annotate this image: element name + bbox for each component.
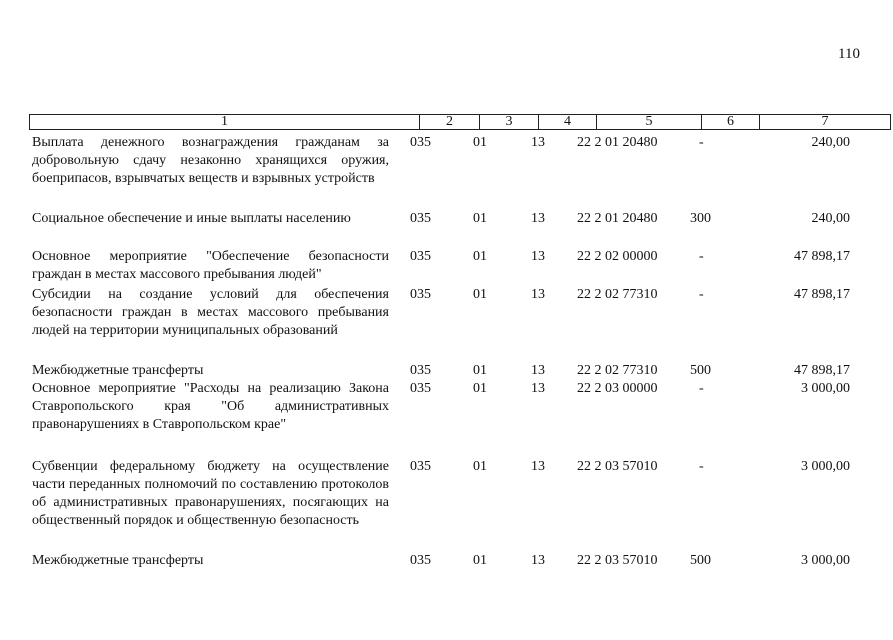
row-col-4: 13 (531, 211, 545, 226)
row-col-7: 3 000,00 (801, 459, 850, 474)
row-col-5: 22 2 03 57010 (577, 459, 658, 474)
row-name: Социальное обеспечение и иные выплаты населению (32, 211, 351, 226)
row-col-6: 300 (690, 211, 711, 226)
row-col-2: 035 (410, 249, 431, 264)
row-col-6: 500 (690, 363, 711, 378)
row-col-3: 01 (473, 249, 487, 264)
row-name: Субвенции федеральному бюджету на осуществление части переданных полномочий по составлению протоколов об административных правонарушениях, посягающих на общественный порядок и общественную безопасность (32, 459, 389, 528)
row-col-7: 47 898,17 (794, 287, 850, 302)
row-col-5: 22 2 02 77310 (577, 363, 658, 378)
row-col-4: 13 (531, 135, 545, 150)
row-col-3: 01 (473, 381, 487, 396)
header-col-6: 6 (702, 115, 760, 129)
row-col-6: - (699, 135, 704, 150)
row-name: Субсидии на создание условий для обеспечения безопасности граждан в местах массового пребывания людей на территории муниципальных образований (32, 287, 389, 338)
row-col-5: 22 2 02 00000 (577, 249, 658, 264)
row-col-7: 240,00 (811, 211, 850, 226)
row-col-4: 13 (531, 249, 545, 264)
row-col-6: - (699, 381, 704, 396)
row-col-2: 035 (410, 381, 431, 396)
row-col-3: 01 (473, 287, 487, 302)
row-col-5: 22 2 01 20480 (577, 211, 658, 226)
row-col-4: 13 (531, 287, 545, 302)
row-col-5: 22 2 03 00000 (577, 381, 658, 396)
row-col-7: 47 898,17 (794, 249, 850, 264)
page-number: 110 (838, 46, 860, 62)
row-col-2: 035 (410, 211, 431, 226)
row-col-7: 3 000,00 (801, 381, 850, 396)
header-col-4: 4 (539, 115, 597, 129)
row-col-3: 01 (473, 459, 487, 474)
row-name: Выплата денежного вознаграждения гражданам за добровольную сдачу незаконно хранящихся оружия, боеприпасов, взрывчатых веществ и взрывных устройств (32, 135, 389, 186)
row-col-7: 3 000,00 (801, 553, 850, 568)
row-col-5: 22 2 03 57010 (577, 553, 658, 568)
row-name: Основное мероприятие "Расходы на реализацию Закона Ставропольского края "Об административных правонарушениях в Ставропольском крае" (32, 381, 389, 432)
row-col-2: 035 (410, 287, 431, 302)
row-name: Межбюджетные трансферты (32, 363, 204, 378)
row-col-7: 47 898,17 (794, 363, 850, 378)
row-name: Межбюджетные трансферты (32, 553, 204, 568)
row-col-2: 035 (410, 459, 431, 474)
row-col-4: 13 (531, 553, 545, 568)
row-col-2: 035 (410, 363, 431, 378)
table-header (29, 114, 891, 130)
header-col-7: 7 (821, 114, 829, 129)
header-col-1: 1 (30, 115, 420, 129)
row-col-3: 01 (473, 211, 487, 226)
row-col-4: 13 (531, 363, 545, 378)
row-col-6: 500 (690, 553, 711, 568)
row-col-5: 22 2 02 77310 (577, 287, 658, 302)
row-col-5: 22 2 01 20480 (577, 135, 658, 150)
row-col-4: 13 (531, 459, 545, 474)
row-col-7: 240,00 (811, 135, 850, 150)
row-col-4: 13 (531, 381, 545, 396)
row-col-3: 01 (473, 553, 487, 568)
row-col-6: - (699, 459, 704, 474)
row-col-3: 01 (473, 363, 487, 378)
header-col-2: 2 (420, 115, 480, 129)
row-col-2: 035 (410, 135, 431, 150)
row-name: Основное мероприятие "Обеспечение безопасности граждан в местах массового пребывания людей" (32, 249, 389, 282)
header-col-3: 3 (480, 115, 539, 129)
row-col-3: 01 (473, 135, 487, 150)
row-col-2: 035 (410, 553, 431, 568)
header-col-5: 5 (597, 115, 702, 129)
row-col-6: - (699, 287, 704, 302)
row-col-6: - (699, 249, 704, 264)
